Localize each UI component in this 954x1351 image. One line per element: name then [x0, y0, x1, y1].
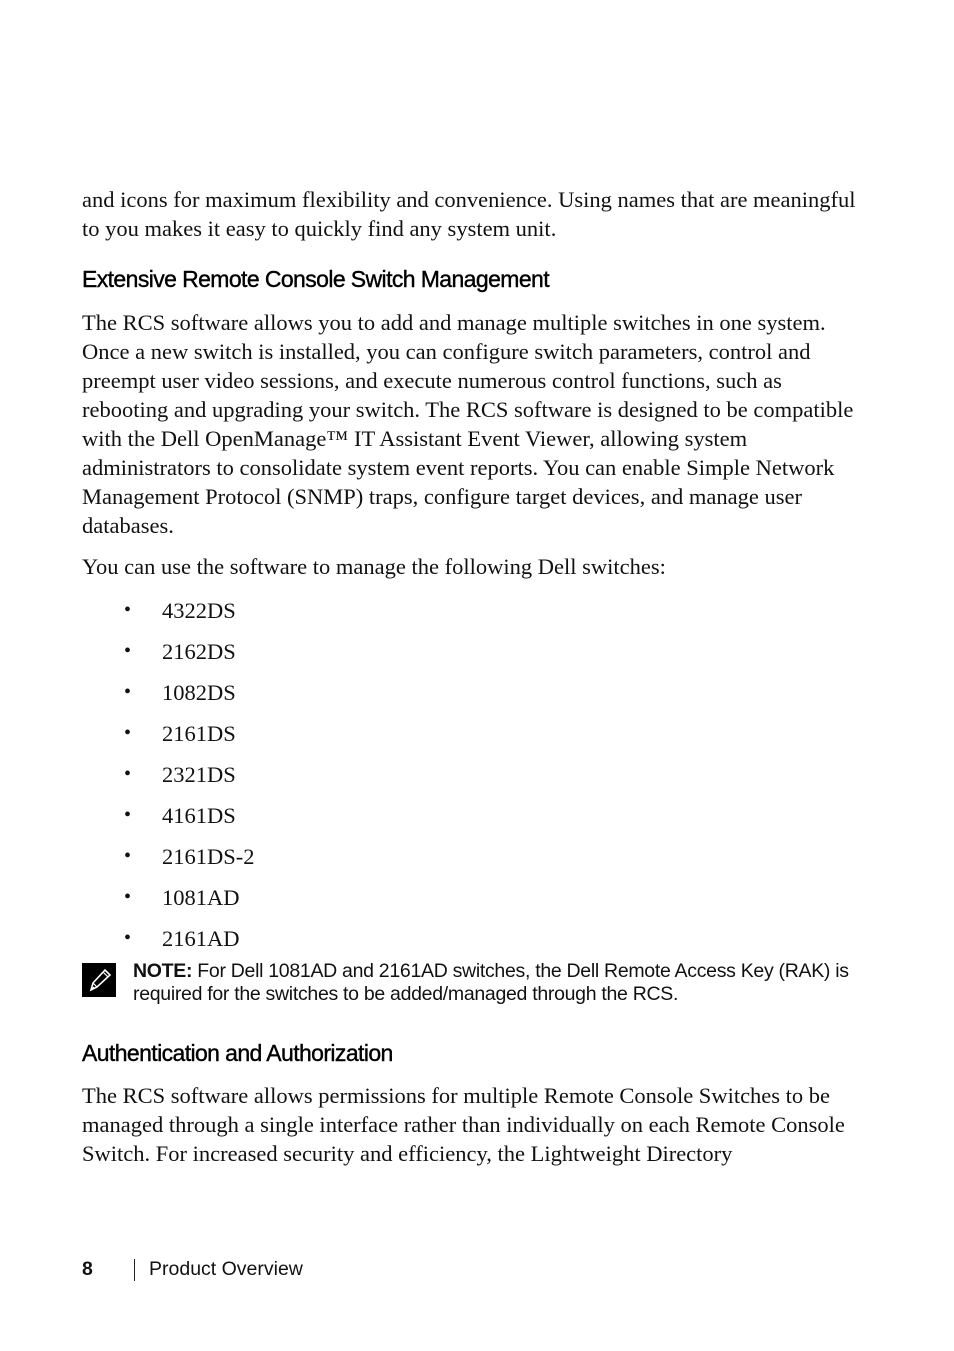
switch-list	[82, 590, 255, 959]
page-footer	[82, 1258, 303, 1281]
bullet-icon: •	[124, 927, 132, 949]
list-item	[82, 754, 255, 795]
note-body: For Dell 1081AD and 2161AD switches, the Dell Remote Access Key (RAK) is required for the switches to be added/managed through the RCS.	[133, 960, 849, 1005]
bullet-icon: •	[124, 886, 132, 908]
bullet-icon: •	[124, 599, 132, 621]
list-intro-text: You can use the software to manage the following Dell switches:	[82, 554, 666, 579]
bullet-icon: •	[124, 845, 132, 867]
switch-model: 2161DS-2	[162, 844, 255, 869]
list-item	[82, 631, 255, 672]
list-item	[82, 836, 255, 877]
section-heading-switch-management: Extensive Remote Console Switch Management	[82, 266, 549, 292]
note-box	[82, 960, 862, 1006]
list-item	[82, 672, 255, 713]
switch-model: 2161DS	[162, 721, 236, 746]
switch-model: 2162DS	[162, 639, 236, 664]
switch-model: 2321DS	[162, 762, 236, 787]
intro-paragraph	[82, 185, 862, 243]
section-heading-authentication: Authentication and Authorization	[82, 1040, 393, 1066]
switch-model: 2161AD	[162, 926, 240, 951]
intro-text: and icons for maximum flexibility and convenience. Using names that are meaningful to you makes it easy to quickly find any system unit.	[82, 187, 856, 241]
list-item	[82, 918, 255, 959]
list-item	[82, 713, 255, 754]
list-item	[82, 590, 255, 631]
list-intro	[82, 552, 862, 581]
bullet-icon: •	[124, 763, 132, 785]
pencil-note-icon	[82, 963, 116, 997]
note-text	[133, 960, 862, 1006]
note-label: NOTE:	[133, 960, 193, 982]
switch-management-text: The RCS software allows you to add and manage multiple switches in one system. Once a new switch is installed, you can configure switch parameters, control and preempt user video sessions, and execute numerous control functions, such as rebooting and upgrading your switch. The RCS software is designed to be compatible with the Dell OpenManage™ IT Assistant Event Viewer, allowing system administrators to consolidate system event reports. You can enable Simple Network Management Protocol (SNMP) traps, configure target devices, and manage user databases.	[82, 310, 854, 538]
authentication-text: The RCS software allows permissions for multiple Remote Console Switches to be managed through a single interface rather than individually on each Remote Console Switch. For increased security and efficiency, the Lightweight Directory	[82, 1083, 845, 1166]
footer-section-title: Product Overview	[149, 1258, 303, 1280]
switch-model: 4322DS	[162, 598, 236, 623]
switch-model: 4161DS	[162, 803, 236, 828]
bullet-icon: •	[124, 722, 132, 744]
bullet-icon: •	[124, 804, 132, 826]
page-number: 8	[82, 1258, 93, 1280]
switch-model: 1082DS	[162, 680, 236, 705]
switch-model: 1081AD	[162, 885, 240, 910]
bullet-icon: •	[124, 640, 132, 662]
bullet-icon: •	[124, 681, 132, 703]
footer-divider	[134, 1259, 135, 1281]
authentication-paragraph	[82, 1081, 857, 1168]
list-item	[82, 877, 255, 918]
switch-management-paragraph	[82, 308, 857, 540]
list-item	[82, 795, 255, 836]
